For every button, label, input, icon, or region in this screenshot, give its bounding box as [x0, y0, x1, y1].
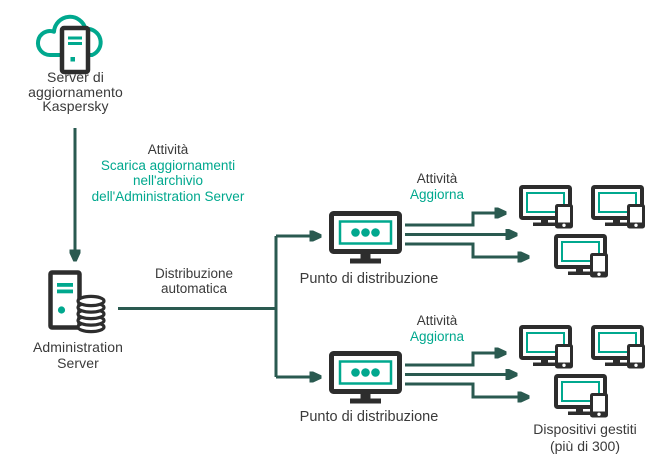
distribution-point-2-icon: [329, 351, 402, 406]
managed-device-icon: [554, 374, 610, 418]
phone-icon: [627, 344, 645, 369]
task-title: Attività: [147, 142, 189, 157]
task-title: Attività: [416, 313, 458, 328]
arrow-dp1-device-3: [405, 244, 518, 257]
phone-icon: [555, 344, 573, 369]
task-action: Aggiorna: [409, 186, 465, 202]
task-line: Scarica aggiornamenti: [100, 157, 236, 173]
distribution-point-2-label: Punto di distribuzione: [299, 409, 439, 425]
update-server-label: [3, 70, 148, 114]
administration-server-label: [8, 339, 148, 371]
arrow-dp2-device-3: [405, 384, 518, 397]
task-line: nell'archivio: [132, 173, 204, 188]
managed-device-icon: [554, 234, 610, 278]
update-task-2-annotation: [377, 313, 497, 344]
managed-devices-label: [505, 421, 660, 454]
label-line: Server di: [47, 69, 104, 85]
phone-icon: [627, 204, 645, 229]
cloud-server-icon: [37, 8, 107, 74]
database-stack-icon: [78, 296, 104, 331]
managed-device-icon: [519, 325, 575, 369]
label-line: aggiornamento: [28, 83, 123, 100]
annotation-line: automatica: [160, 281, 228, 296]
task-line: dell'Administration Server: [91, 188, 245, 204]
auto-distribution-annotation: [124, 266, 264, 296]
phone-icon: [590, 253, 608, 278]
managed-device-icon: [591, 325, 647, 369]
label-line: Administration: [32, 339, 124, 355]
distribution-point-1-icon: [329, 211, 402, 266]
download-task-annotation: [78, 142, 258, 204]
managed-device-icon: [591, 185, 647, 229]
label-line: Server: [57, 355, 99, 371]
arrow-dp1-device-1: [405, 213, 495, 225]
label-line: Kaspersky: [42, 98, 109, 114]
managed-device-icon: [519, 185, 575, 229]
label-line: (più di 300): [549, 437, 621, 454]
arrow-dp2-device-1: [405, 353, 495, 365]
label-line: Dispositivi gestiti: [533, 421, 637, 437]
task-action: Aggiorna: [409, 328, 465, 344]
phone-icon: [555, 204, 573, 229]
administration-server-icon: [48, 270, 106, 334]
phone-icon: [590, 393, 608, 418]
update-task-1-annotation: [377, 171, 497, 202]
distribution-point-1-label: Punto di distribuzione: [299, 271, 439, 287]
annotation-line: Distribuzione: [154, 266, 234, 281]
task-title: Attività: [416, 171, 458, 186]
